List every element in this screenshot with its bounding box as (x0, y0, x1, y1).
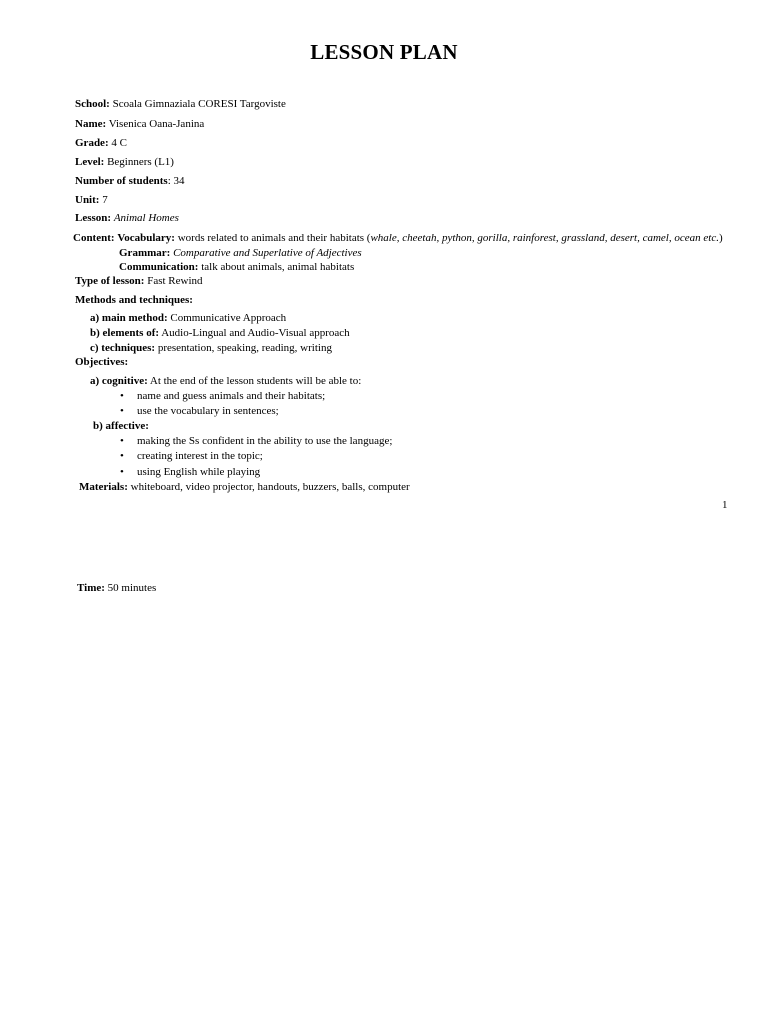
affective-label: b) affective: (93, 420, 149, 432)
grammar-label: Grammar: (119, 247, 171, 259)
vocabulary-examples: whale, cheetah, python, gorilla, rainforest, grassland, desert, camel, ocean etc. (370, 232, 719, 244)
techniques-label: c) techniques: (90, 342, 156, 354)
bullet-icon: • (120, 405, 124, 417)
time-label: Time: (77, 582, 105, 594)
vocabulary-text: words related to animals and their habitats ( (174, 232, 371, 244)
lesson-value: Animal Homes (113, 212, 179, 224)
unit-field (75, 193, 108, 207)
time-value: 50 minutes (104, 582, 157, 594)
bullet-icon: • (120, 466, 124, 478)
cognitive-label: a) cognitive: (90, 375, 148, 387)
communication-value: talk about animals, animal habitats (198, 261, 355, 273)
grade-label: Grade: (75, 137, 109, 149)
students-field (75, 174, 185, 188)
vocabulary-close: ) (718, 232, 723, 244)
unit-label: Unit: (75, 194, 100, 206)
content-communication (119, 260, 354, 274)
unit-value: 7 (99, 194, 108, 206)
elements-of-value: Audio-Lingual and Audio-Visual approach (159, 327, 350, 339)
content-vocabulary (73, 231, 723, 245)
page-number: 1 (722, 499, 728, 511)
communication-label: Communication: (119, 261, 199, 273)
materials-label: Materials: (79, 481, 128, 493)
bullet-icon: • (120, 450, 124, 462)
document-page: LESSON PLAN School: Scoala Gimnaziala CORESI Targoviste Name: Visenica Oana-Janina Grade: 4 C Level: Beginners (L1) Number of students: 34 Unit: 7 Lesson: Animal Homes Content: Vocabulary: words related to animals and their habitats (whale, cheetah, python, gorilla, rainforest, grassland, desert, camel, ocean etc.) Grammar: Comparative and Superlative of Adjectives Communication: talk about animals, animal habitats Type of lesson: Fast Rewind Methods and techniques: a) main method: Communicative Approach b) elements of: Audio-Lingual and Audio-Visual approach c) techniques: presentation, speaking, reading, writing Objectives: a) cognitive: At the end of the lesson students will be able to: • name and guess animals and their habitats; • use the vocabulary in sentences; b) affective: • making the Ss confident in the ability to use the language; • creating interest in the topic; • using English while playing Materials: whiteboard, video projector, handouts, buzzers, balls, computer 1 Time: 50 minutes (0, 0, 768, 1024)
materials-field (79, 480, 410, 494)
type-of-lesson-label: Type of lesson: (75, 275, 145, 287)
level-label: Level: (75, 156, 105, 168)
students-label: Number of students (75, 175, 168, 187)
techniques-value: presentation, speaking, reading, writing (155, 342, 332, 354)
techniques (90, 341, 332, 355)
name-value: Visenica Oana-Janina (106, 118, 205, 130)
name-label: Name: (75, 118, 107, 130)
content-label: Content: (73, 232, 115, 244)
name-field (75, 117, 204, 131)
students-value: : 34 (167, 175, 185, 187)
school-value: Scoala Gimnaziala CORESI Targoviste (109, 98, 286, 110)
elements-of (90, 326, 350, 340)
school-label: School: (75, 98, 110, 110)
materials-value: whiteboard, video projector, handouts, buzzers, balls, computer (127, 481, 410, 493)
main-method (90, 311, 286, 325)
elements-of-label: b) elements of: (90, 327, 160, 339)
grade-value: 4 C (108, 137, 127, 149)
cognitive-objective (90, 374, 361, 388)
objectives-heading: Objectives: (75, 356, 129, 368)
school-field (75, 97, 286, 111)
page-title: LESSON PLAN (310, 40, 458, 64)
methods-heading: Methods and techniques: (75, 294, 193, 306)
cognitive-value: At the end of the lesson students will be able to: (147, 375, 362, 387)
bullet-icon: • (120, 435, 124, 447)
type-of-lesson-value: Fast Rewind (144, 275, 203, 287)
lesson-label: Lesson: (75, 212, 112, 224)
vocabulary-label: Vocabulary: (117, 232, 175, 244)
content-grammar (119, 246, 362, 260)
main-method-label: a) main method: (90, 312, 168, 324)
lesson-field (75, 211, 179, 225)
level-value: Beginners (L1) (104, 156, 174, 168)
main-method-value: Communicative Approach (167, 312, 287, 324)
type-of-lesson-field (75, 274, 203, 288)
level-field (75, 155, 174, 169)
grammar-value: Comparative and Superlative of Adjectives (173, 247, 362, 259)
grade-field (75, 136, 127, 150)
time-field (77, 581, 156, 595)
bullet-icon: • (120, 390, 124, 402)
